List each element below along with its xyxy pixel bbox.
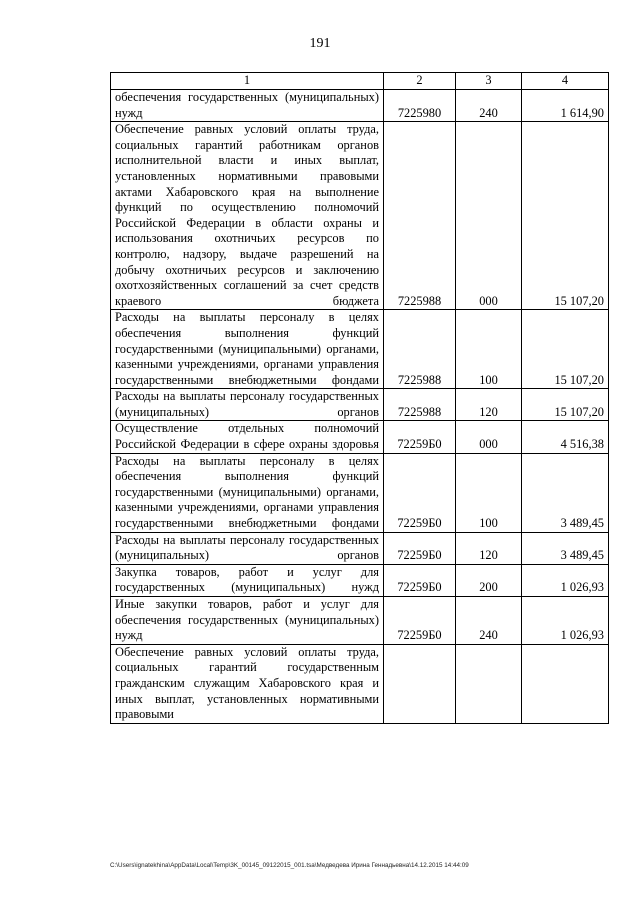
row-amount: 1 026,93 <box>522 564 609 596</box>
table-row <box>111 532 609 564</box>
budget-table <box>110 72 609 724</box>
row-amount: 1 614,90 <box>522 90 609 122</box>
row-amount: 15 107,20 <box>522 122 609 310</box>
row-code: 7225980 <box>384 90 456 122</box>
row-description: Осуществление отдельных полномочий Российской Федерации в сфере охраны здоровья <box>111 421 384 453</box>
row-description: Обеспечение равных условий оплаты труда, социальных гарантий государственным гражданским служащим Хабаровского края и иных выплат, установленных нормативными правовыми <box>111 644 384 723</box>
row-expense-type: 100 <box>456 310 522 389</box>
header-col-2: 2 <box>384 73 456 90</box>
row-description: Расходы на выплаты персоналу в целях обеспечения выполнения функций государственными (муниципальными) органами, казенными учреждениями, органами управления государственными внебюджетными фондами <box>111 310 384 389</box>
row-expense-type: 240 <box>456 597 522 645</box>
row-code: 72259Б0 <box>384 564 456 596</box>
row-description: Расходы на выплаты персоналу государственных (муниципальных) органов <box>111 532 384 564</box>
header-row <box>111 73 609 90</box>
row-amount: 4 516,38 <box>522 421 609 453</box>
row-expense-type: 200 <box>456 564 522 596</box>
row-code <box>384 644 456 723</box>
row-amount: 3 489,45 <box>522 453 609 532</box>
row-description: Расходы на выплаты персоналу в целях обеспечения выполнения функций государственными (муниципальными) органами, казенными учреждениями, органами управления государственными внебюджетными фондами <box>111 453 384 532</box>
row-expense-type: 120 <box>456 532 522 564</box>
row-amount: 15 107,20 <box>522 310 609 389</box>
row-expense-type <box>456 644 522 723</box>
table-row <box>111 453 609 532</box>
table-row <box>111 644 609 723</box>
table-row <box>111 122 609 310</box>
row-code: 7225988 <box>384 122 456 310</box>
row-expense-type: 240 <box>456 90 522 122</box>
row-code: 72259Б0 <box>384 532 456 564</box>
row-expense-type: 000 <box>456 421 522 453</box>
header-col-1: 1 <box>111 73 384 90</box>
row-description: Закупка товаров, работ и услуг для государственных (муниципальных) нужд <box>111 564 384 596</box>
table-row <box>111 310 609 389</box>
row-description: Иные закупки товаров, работ и услуг для обеспечения государственных (муниципальных) нужд <box>111 597 384 645</box>
row-expense-type: 000 <box>456 122 522 310</box>
table-row <box>111 597 609 645</box>
table-row <box>111 90 609 122</box>
row-code: 72259Б0 <box>384 597 456 645</box>
row-code: 7225988 <box>384 389 456 421</box>
row-amount: 3 489,45 <box>522 532 609 564</box>
row-expense-type: 100 <box>456 453 522 532</box>
header-col-4: 4 <box>522 73 609 90</box>
row-code: 7225988 <box>384 310 456 389</box>
table-row <box>111 421 609 453</box>
table-row <box>111 389 609 421</box>
row-amount: 1 026,93 <box>522 597 609 645</box>
row-description: обеспечения государственных (муниципальных) нужд <box>111 90 384 122</box>
page-number: 191 <box>309 36 331 51</box>
document-footer-path: C:\Users\ignatekhina\AppData\Local\Temp\3K_00145_09122015_001.tsa\Медведева Ирина Геннадьевна\14.12.2015 14:44:09 <box>110 862 469 869</box>
row-code: 72259Б0 <box>384 453 456 532</box>
header-col-3: 3 <box>456 73 522 90</box>
row-expense-type: 120 <box>456 389 522 421</box>
table-row <box>111 564 609 596</box>
row-amount: 15 107,20 <box>522 389 609 421</box>
row-amount <box>522 644 609 723</box>
row-description: Расходы на выплаты персоналу государственных (муниципальных) органов <box>111 389 384 421</box>
row-description: Обеспечение равных условий оплаты труда, социальных гарантий работникам органов исполнительной власти и иных выплат, установленных нормативными правовыми актами Хабаровского края на выполнение функций по осуществлению полномочий Российской Федерации в области охраны и использования охотничьих ресурсов по контролю, надзору, выдаче разрешений на добычу охотничьих ресурсов и заключению охотхозяйственных соглашений за счет средств краевого бюджета <box>111 122 384 310</box>
row-code: 72259Б0 <box>384 421 456 453</box>
